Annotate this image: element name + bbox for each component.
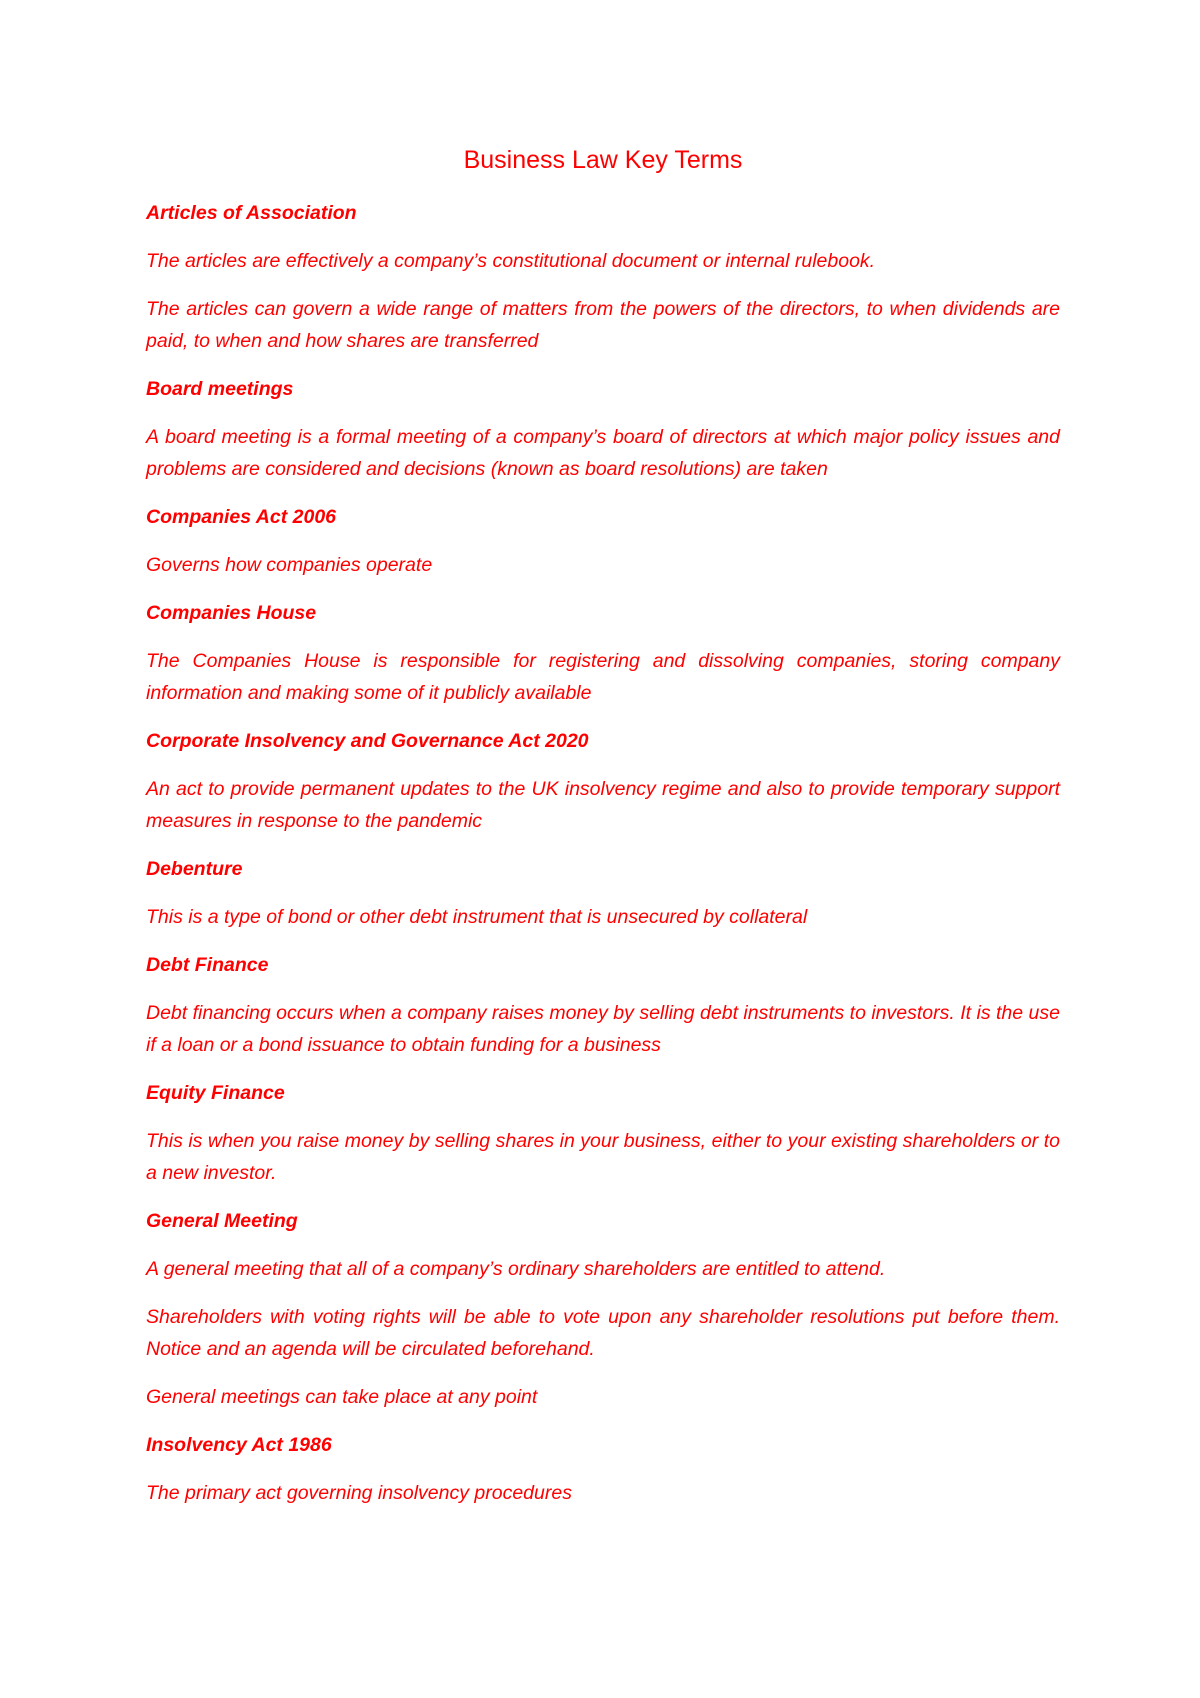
term-heading: Corporate Insolvency and Governance Act 2020: [146, 730, 589, 752]
term-heading: Debt Finance: [146, 954, 269, 976]
term-definition: An act to provide permanent updates to the UK insolvency regime and also to provide temporary support measures in response to the pandemic: [146, 778, 1060, 832]
term-definition: The articles are effectively a company’s constitutional document or internal rulebook.: [146, 250, 876, 272]
term-heading: Debenture: [146, 858, 243, 880]
document-page: [146, 142, 1060, 1525]
document-title: Business Law Key Terms: [463, 146, 743, 174]
term-heading: General Meeting: [146, 1210, 298, 1232]
term-heading: Articles of Association: [146, 202, 357, 224]
term-definition: The primary act governing insolvency procedures: [146, 1482, 572, 1504]
term-entry-companies-act-2006: [146, 501, 1060, 581]
term-definition: This is when you raise money by selling shares in your business, either to your existing shareholders or to a new investor.: [146, 1130, 1060, 1184]
term-entry-companies-house: [146, 597, 1060, 709]
term-definition: Shareholders with voting rights will be able to vote upon any shareholder resolutions put before them. Notice and an agenda will be circulated beforehand.: [146, 1306, 1060, 1360]
term-entry-debt-finance: [146, 949, 1060, 1061]
term-entry-debenture: [146, 853, 1060, 933]
term-definition: Governs how companies operate: [146, 554, 433, 576]
term-entry-board-meetings: [146, 373, 1060, 485]
term-entry-equity-finance: [146, 1077, 1060, 1189]
term-heading: Insolvency Act 1986: [146, 1434, 332, 1456]
term-entry-corporate-insolvency-act: [146, 725, 1060, 837]
term-definition: The articles can govern a wide range of matters from the powers of the directors, to when dividends are paid, to when and how shares are transferred: [146, 298, 1060, 352]
term-entry-articles-of-association: [146, 197, 1060, 357]
term-heading: Companies Act 2006: [146, 506, 337, 528]
term-heading: Companies House: [146, 602, 317, 624]
term-heading: Equity Finance: [146, 1082, 285, 1104]
term-definition: This is a type of bond or other debt instrument that is unsecured by collateral: [146, 906, 808, 928]
term-definition: General meetings can take place at any point: [146, 1386, 538, 1408]
term-entry-insolvency-act-1986: [146, 1429, 1060, 1509]
term-definition: A general meeting that all of a company’s ordinary shareholders are entitled to attend.: [146, 1258, 886, 1280]
term-entry-general-meeting: [146, 1205, 1060, 1413]
term-definition: Debt financing occurs when a company raises money by selling debt instruments to investors. It is the use if a loan or a bond issuance to obtain funding for a business: [146, 1002, 1060, 1056]
term-definition: The Companies House is responsible for registering and dissolving companies, storing company information and making some of it publicly available: [146, 650, 1060, 704]
term-definition: A board meeting is a formal meeting of a company’s board of directors at which major policy issues and problems are considered and decisions (known as board resolutions) are taken: [146, 426, 1060, 480]
term-heading: Board meetings: [146, 378, 294, 400]
